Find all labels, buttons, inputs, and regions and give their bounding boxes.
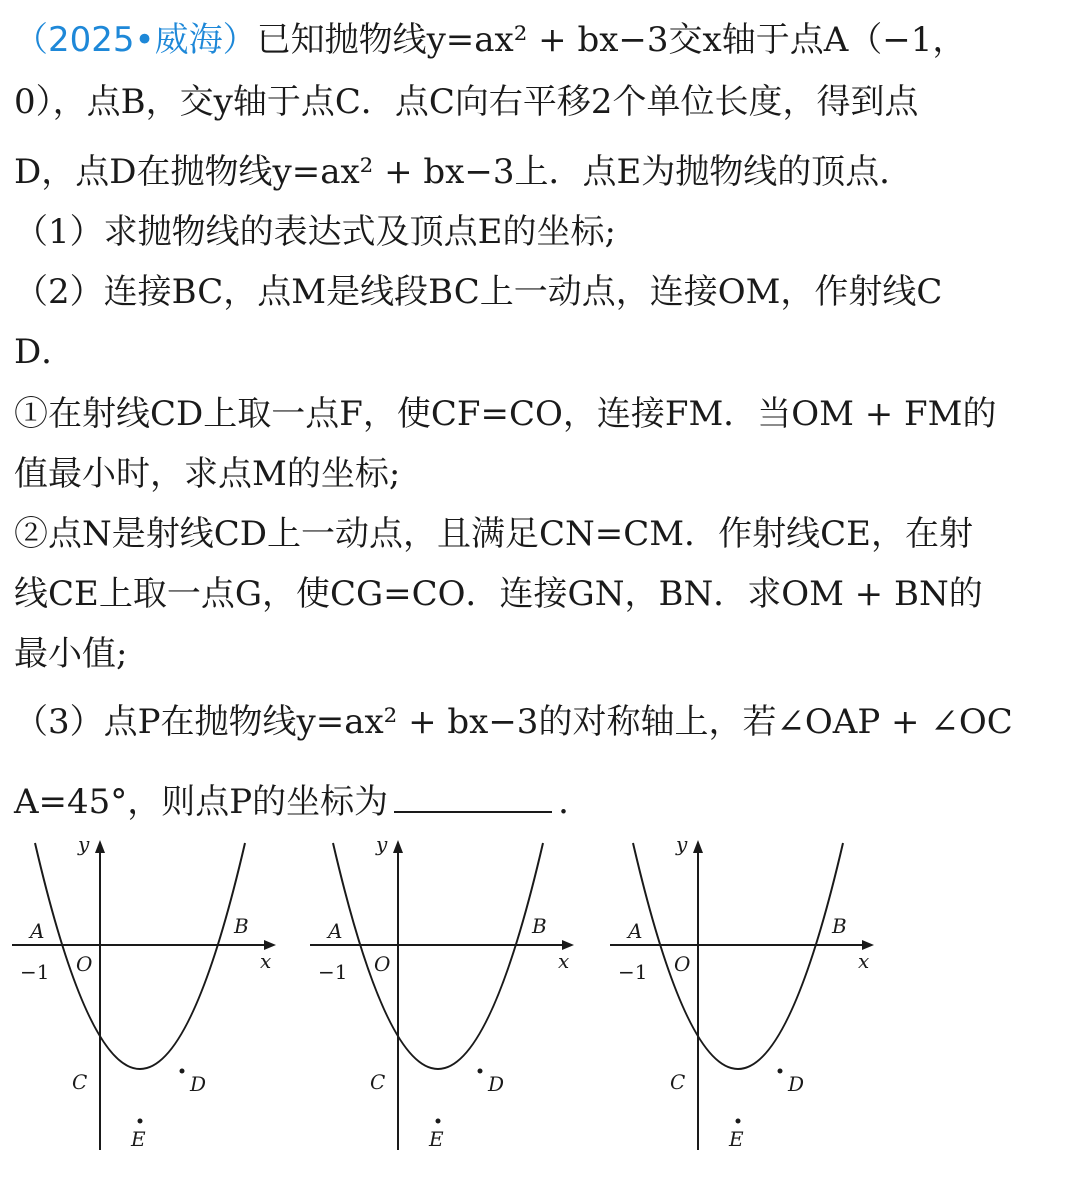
label-b: B <box>832 914 847 938</box>
label-neg1: −1 <box>618 960 648 984</box>
label-e: E <box>429 1127 444 1151</box>
question-3-end: ． <box>558 782 593 822</box>
label-y: y <box>78 832 90 856</box>
point-d <box>478 1069 483 1074</box>
problem-source: （2025•威海） <box>14 20 257 60</box>
label-a: A <box>628 919 643 943</box>
question-2-part-2: ②点N是射线CD上一动点，且满足CN=CM．作射线CE，在射 <box>14 514 973 554</box>
problem-line-2: 0），点B，交y轴于点C．点C向右平移2个单位长度，得到点 <box>14 82 919 122</box>
problem-line-1 <box>14 18 966 62</box>
label-c: C <box>670 1070 686 1094</box>
question-2-part-2-end: 最小值; <box>14 634 128 674</box>
label-b: B <box>234 914 249 938</box>
question-2-part-2-cont: 线CE上取一点G，使CG=CO．连接GN，BN．求OM + BN的 <box>14 574 983 614</box>
label-d: D <box>788 1072 805 1096</box>
parabola-diagram-1 <box>10 832 300 1155</box>
question-2-part-1: ①在射线CD上取一点F，使CF=CO，连接FM．当OM + FM的 <box>14 394 997 434</box>
question-2-cont: D． <box>14 332 76 372</box>
label-x: x <box>858 949 870 973</box>
parabola-curve <box>333 843 543 1069</box>
figure-3 <box>608 832 898 1155</box>
label-x: x <box>260 949 272 973</box>
parabola-curve <box>633 843 843 1069</box>
point-d <box>180 1069 185 1074</box>
label-neg1: −1 <box>20 960 50 984</box>
question-3: （3）点P在抛物线y=ax² + bx−3的对称轴上，若∠OAP + ∠OC <box>14 702 1013 742</box>
label-neg1: −1 <box>318 960 348 984</box>
label-o: O <box>374 952 391 976</box>
label-x: x <box>558 949 570 973</box>
parabola-diagram-2 <box>308 832 598 1155</box>
label-a: A <box>30 919 45 943</box>
label-y: y <box>376 832 388 856</box>
problem-line-3: D，点D在抛物线y=ax² + bx−3上．点E为抛物线的顶点． <box>14 152 914 192</box>
label-a: A <box>328 919 343 943</box>
label-d: D <box>190 1072 207 1096</box>
problem-text-1: 已知抛物线y=ax² + bx−3交x轴于点A（−1， <box>256 20 967 60</box>
question-3-text: A=45°，则点P的坐标为 <box>14 782 389 822</box>
figure-2 <box>308 832 598 1155</box>
label-c: C <box>370 1070 386 1094</box>
point-e <box>736 1119 741 1124</box>
figure-1 <box>10 832 300 1155</box>
point-e <box>436 1119 441 1124</box>
point-e <box>138 1119 143 1124</box>
label-b: B <box>532 914 547 938</box>
label-e: E <box>729 1127 744 1151</box>
question-3-cont <box>14 780 592 824</box>
point-d <box>778 1069 783 1074</box>
question-2-part-1-cont: 值最小时，求点M的坐标; <box>14 454 401 494</box>
y-axis-arrow <box>393 840 403 853</box>
y-axis-arrow <box>95 840 105 853</box>
question-1: （1）求抛物线的表达式及顶点E的坐标; <box>14 212 616 252</box>
label-e: E <box>131 1127 146 1151</box>
label-y: y <box>676 832 688 856</box>
parabola-diagram-3 <box>608 832 898 1155</box>
label-c: C <box>72 1070 88 1094</box>
answer-blank[interactable] <box>394 781 552 813</box>
label-o: O <box>76 952 93 976</box>
y-axis-arrow <box>693 840 703 853</box>
label-o: O <box>674 952 691 976</box>
parabola-curve <box>35 843 245 1069</box>
question-2: （2）连接BC，点M是线段BC上一动点，连接OM，作射线C <box>14 272 943 312</box>
label-d: D <box>488 1072 505 1096</box>
